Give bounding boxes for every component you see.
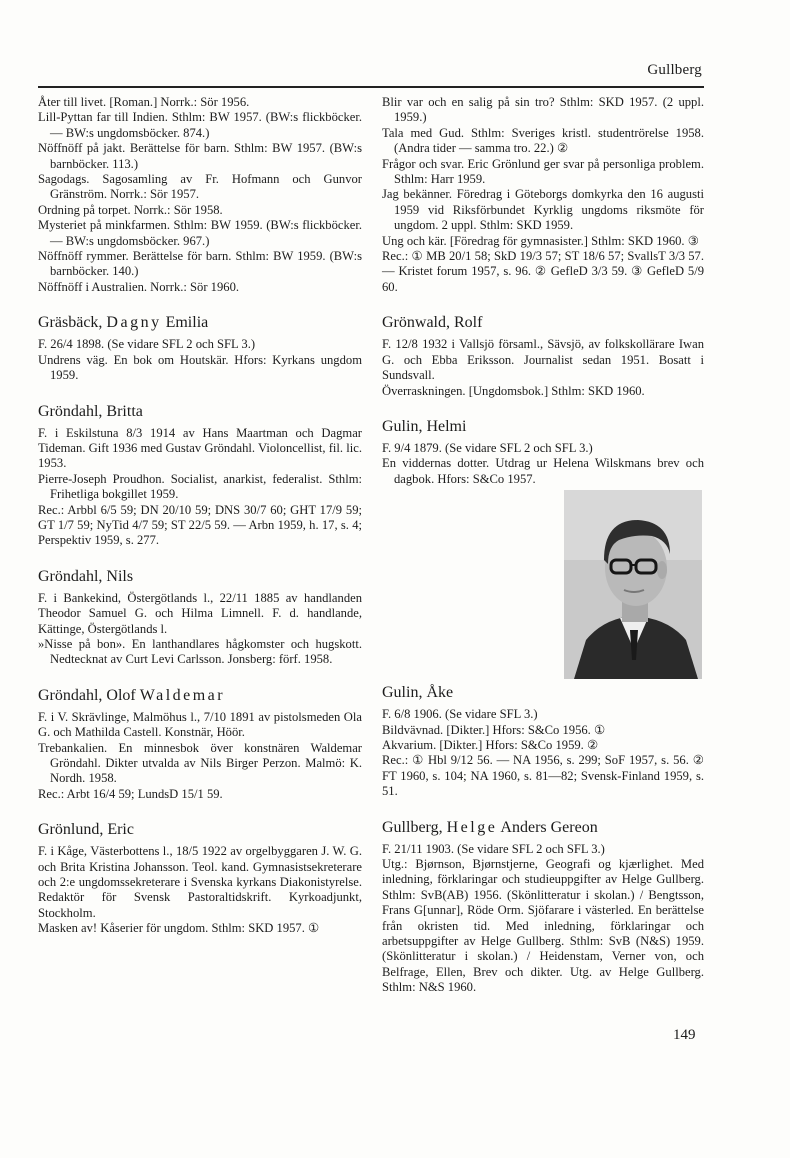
entry-bio: F. 12/8 1932 i Vallsjö församl., Sävsjö, av folkskollärare Iwan G. och Ebba Eriksson. Journalist sedan 1951. Bosatt i Sundsvall. xyxy=(382,337,704,383)
work-entry: Nöffnöff rymmer. Berättelse för barn. Sthlm: BW 1959. (BW:s barnböcker. 140.) xyxy=(38,249,362,279)
work-entry: Nöffnöff på jakt. Berättelse för barn. Sthlm: BW 1957. (BW:s barnböcker. 113.) xyxy=(38,141,362,171)
work-entry: Sagodags. Sagosamling av Fr. Hofmann och Gunvor Gränström. Norrk.: Sör 1957. xyxy=(38,172,362,202)
right-column xyxy=(382,95,704,996)
left-column xyxy=(38,95,362,937)
continued-works xyxy=(38,95,362,295)
entry-heading-grasback: Gräsbäck, Dagny Emilia xyxy=(38,314,209,332)
header-rule xyxy=(38,86,704,88)
entry-bio: F. i Kåge, Västerbottens l., 18/5 1922 av orgelbyggaren J. W. G. och Brita Kristina Johansson. Teol. kand. Gymnasistsekreterare och 2:e ungdomssekreterare i Svenska kyrkans Diakonistyrelse. Redaktör för Svensk Pastoraltidskrift. Kyrkoadjunkt, Stockholm. xyxy=(38,844,362,920)
work-entry: Masken av! Kåserier för ungdom. Sthlm: SKD 1957. ① xyxy=(38,921,320,936)
entry-bio: F. i Eskilstuna 8/3 1914 av Hans Maartman och Dagmar Tideman. Gift 1936 med Gustav Gröndahl. Violoncellist, fil. lic. 1953. xyxy=(38,425,362,471)
entry-heading-gullberg: Gullberg, Helge Anders Gereon xyxy=(382,818,598,836)
entry-heading-gronwald: Grönwald, Rolf xyxy=(382,314,483,332)
work-entry: Mysteriet på minkfarmen. Sthlm: BW 1959. (BW:s flickböcker. — BW:s ungdomsböcker. 967.) xyxy=(38,218,362,248)
work-entry: »Nisse på bon». En lanthandlares hågkomster och hugskott. Nedtecknat av Curt Levi Carlsson. Jonsberg: förf. 1958. xyxy=(38,636,362,667)
work-entry: Ordning på torpet. Norrk.: Sör 1958. xyxy=(38,202,223,217)
work-entry: Frågor och svar. Eric Grönlund ger svar på personliga problem. Sthlm: Harr 1959. xyxy=(382,156,704,187)
author-portrait xyxy=(564,490,702,679)
entry-reviews: Rec.: Arbbl 6/5 59; DN 20/10 59; DNS 30/7 60; GHT 17/9 59; GT 1/7 59; NyTid 4/7 59; ST 22/5 59. — Arbn 1959, h. 17, s. 4; Perspektiv 1959, s. 277. xyxy=(38,502,362,548)
entry-dates: F. 6/8 1906. (Se vidare SFL 3.) xyxy=(382,707,538,722)
continued-works xyxy=(382,95,704,295)
work-entry: Akvarium. [Dikter.] Hfors: S&Co 1959. ② xyxy=(382,737,599,752)
entry-heading-gronlund: Grönlund, Eric xyxy=(38,821,134,839)
work-entry: Blir var och en salig på sin tro? Sthlm: SKD 1957. (2 uppl. 1959.) xyxy=(382,95,704,125)
work-entry: Trebankalien. En minnesbok över konstnären Waldemar Gröndahl. Dikter utvalda av Nils Birger Perzon. Malmö: K. Nordh. 1958. xyxy=(38,740,362,786)
entry-reviews: Rec.: Arbt 16/4 59; LundsD 15/1 59. xyxy=(38,786,223,801)
entry-heading-gulin-helmi: Gulin, Helmi xyxy=(382,417,467,435)
work-entry: Jag bekänner. Föredrag i Göteborgs domkyrka den 16 augusti 1959 vid Riksförbundet Kyrklig ungdoms riksmöte för ungdom. 2 uppl. Sthlm: SKD 1959. xyxy=(382,187,704,233)
work-entry: Bildvävnad. [Dikter.] Hfors: S&Co 1956. ① xyxy=(382,722,606,737)
entry-bio: Utg.: Bjørnson, Bjørnstjerne, Geografi og kjærlighet. Med inledning, förklaringar och studieuppgifter av Helge Gullberg. Sthlm: SvB(AB) 1956. (Skönlitteratur i skolan.) / Bengtsson, Frans G[unnar], Röde Orm. Sjöfarare i västerled. En berättelse från okristen tid. Med inledning, förklaringar och arbetsuppgifter av Helge Gullberg. Sthlm: SvB (N&S) 1959. (Skönlitteratur i skolan.) / Heidenstam, Verner von, och Belfrage, Ellen, Brev och dikter. Utg. av Helge Gullberg. Sthlm: N&S 1960. xyxy=(382,856,704,995)
entry-bio: F. i Bankekind, Östergötlands l., 22/11 1885 av handlanden Theodor Samuel G. och Hilma Limnell. F. d. handlande, Kättinge, Östergötlands l. xyxy=(38,590,362,636)
entry-dates: F. 9/4 1879. (Se vidare SFL 2 och SFL 3.) xyxy=(382,440,593,455)
work-entry: Nöffnöff i Australien. Norrk.: Sör 1960. xyxy=(38,279,240,294)
entry-bio: F. i V. Skrävlinge, Malmöhus l., 7/10 1891 av pistolsmeden Ola G. och Mathilda Castell. Konstnär, Höör. xyxy=(38,709,362,740)
entry-reviews: Rec.: ① Hbl 9/12 56. — NA 1956, s. 299; SoF 1957, s. 56. ② FT 1960, s. 104; NA 1960, s. 81—82; Svensk-Finland 1959, s. 51. xyxy=(382,753,704,799)
entry-heading-grondahl-nils: Gröndahl, Nils xyxy=(38,567,134,585)
work-entry: En viddernas dotter. Utdrag ur Helena Wilskmans brev och dagbok. Hfors: S&Co 1957. xyxy=(382,456,704,486)
page-number: 149 xyxy=(673,1027,696,1043)
work-entry: Pierre-Joseph Proudhon. Socialist, anarkist, federalist. Sthlm: Frihetliga bokgillet 1959. xyxy=(38,471,362,502)
entry-heading-grondahl-britta: Gröndahl, Britta xyxy=(38,402,143,420)
work-entry: Tala med Gud. Sthlm: Sveriges kristl. studentrörelse 1958. (Andra tider — samma tro. 22.) ② xyxy=(382,125,704,156)
work-entry: Lill-Pyttan far till Indien. Sthlm: BW 1957. (BW:s flickböcker. — BW:s ungdomsböcker. 874.) xyxy=(38,110,362,140)
work-entry: Åter till livet. [Roman.] Norrk.: Sör 1956. xyxy=(38,95,250,109)
entry-dates: F. 21/11 1903. (Se vidare SFL 2 och SFL 3.) xyxy=(382,841,605,856)
work-entry: Ung och kär. [Föredrag för gymnasister.] Sthlm: SKD 1960. ③ xyxy=(382,233,700,248)
entry-heading-gulin-ake: Gulin, Åke xyxy=(382,684,454,702)
entry-dates: F. 26/4 1898. (Se vidare SFL 2 och SFL 3.) xyxy=(38,337,256,352)
work-entry: Undrens väg. En bok om Houtskär. Hfors: Kyrkans ungdom 1959. xyxy=(38,352,362,383)
entry-reviews: Rec.: ① MB 20/1 58; SkD 19/3 57; ST 18/6 57; SvallsT 3/3 57. — Kristet forum 1957, s. 96. ② GefleD 3/3 59. ③ GefleD 5/9 60. xyxy=(382,249,704,294)
running-head: Gullberg xyxy=(647,62,702,78)
work-entry: Överraskningen. [Ungdomsbok.] Sthlm: SKD 1960. xyxy=(382,383,645,398)
entry-heading-grondahl-olof: Gröndahl, Olof Waldemar xyxy=(38,686,226,704)
